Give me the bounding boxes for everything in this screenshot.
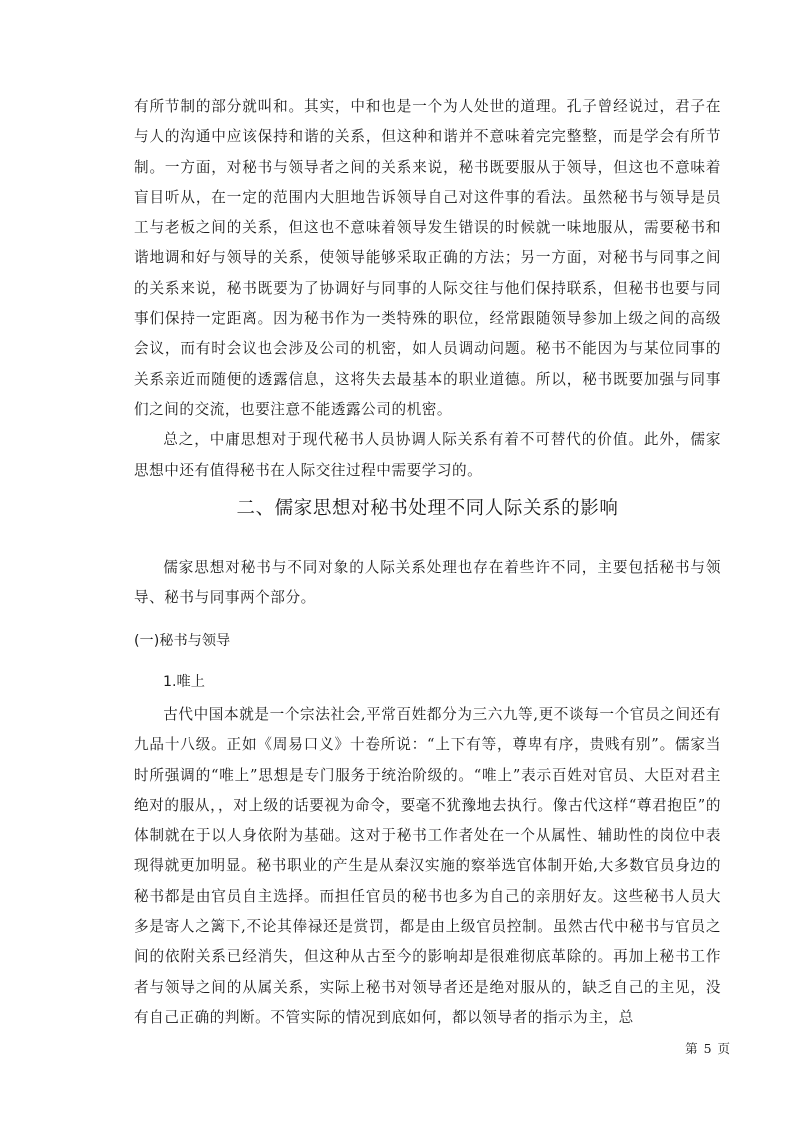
page-number: 第 5 页	[685, 1041, 731, 1056]
subsection-heading: (一)秘书与领导	[134, 633, 231, 649]
body-paragraph-continued: 有所节制的部分就叫和。其实，中和也是一个为人处世的道理。孔子曾经说过，君子在与人的沟通中应该保持和谐的关系，但这种和谐并不意味着完完整整，而是学会有所节制。一方面，对秘书与领导者之间的关系来说，秘书既要服从于领导，但这也不意味着盲目听从，在一定的范围内大胆地告诉领导自己对这件事的看法。虽然秘书与领导是员工与老板之间的关系，但这也不意味着领导发生错误的时候就一味地服从，需要秘书和谐地调和好与领导的关系，使领导能够采取正确的方法；另一方面，对秘书与同事之间的关系来说，秘书既要为了协调好与同事的人际交往与他们保持联系，但秘书也要与同事们保持一定距离。因为秘书作为一类特殊的职位，经常跟随领导参加上级之间的高级会议，而有时会议也会涉及公司的机密，如人员调动问题。秘书不能因为与某位同事的关系亲近而随便的透露信息，这将失去最基本的职业道德。所以，秘书既要加强与同事们之间的交流，也要注意不能透露公司的机密。	[134, 98, 721, 418]
item-paragraph: 古代中国本就是一个宗法社会,平常百姓都分为三六九等,更不谈每一个官员之间还有九品十八级。正如《周易口义》十卷所说：“上下有等，尊卑有序，贵贱有别”。儒家当时所强调的“唯上”思想是专门服务于统治阶级的。“唯上”表示百姓对官员、大臣对君主绝对的服从，，对上级的话要视为命令，要毫不犹豫地去执行。像古代这样“尊君抱臣”的体制就在于以人身依附为基础。这对于秘书工作者处在一个从属性、辅助性的岗位中表现得就更加明显。秘书职业的产生是从秦汉实施的察举选官体制开始,大多数官员身边的秘书都是由官员自主选择。而担任官员的秘书也多为自己的亲朋好友。这些秘书人员大多是寄人之篱下,不论其俸禄还是赏罚，都是由上级官员控制。虽然古代中秘书与官员之间的依附关系已经消失，但这种从古至今的影响却是很难彻底革除的。再加上秘书工作者与领导之间的从属关系，实际上秘书对领导者还是绝对服从的，缺乏自己的主见，没有自己正确的判断。不管实际的情况到底如何，都以领导者的指示为主，总	[134, 706, 721, 1026]
section-intro-paragraph: 儒家思想对秘书与不同对象的人际关系处理也存在着些许不同，主要包括秘书与领导、秘书与同事两个部分。	[134, 559, 721, 607]
item-heading: 1.唯上	[163, 674, 205, 690]
section-intro-block	[134, 553, 721, 614]
item-text-block	[134, 700, 721, 1033]
body-paragraph-summary: 总之，中庸思想对于现代秘书人员协调人际关系有着不可替代的价值。此外，儒家思想中还有值得秘书在人际交往过程中需要学习的。	[134, 431, 721, 479]
top-text-block	[134, 92, 721, 486]
section-heading: 二、儒家思想对秘书处理不同人际关系的影响	[236, 498, 619, 519]
